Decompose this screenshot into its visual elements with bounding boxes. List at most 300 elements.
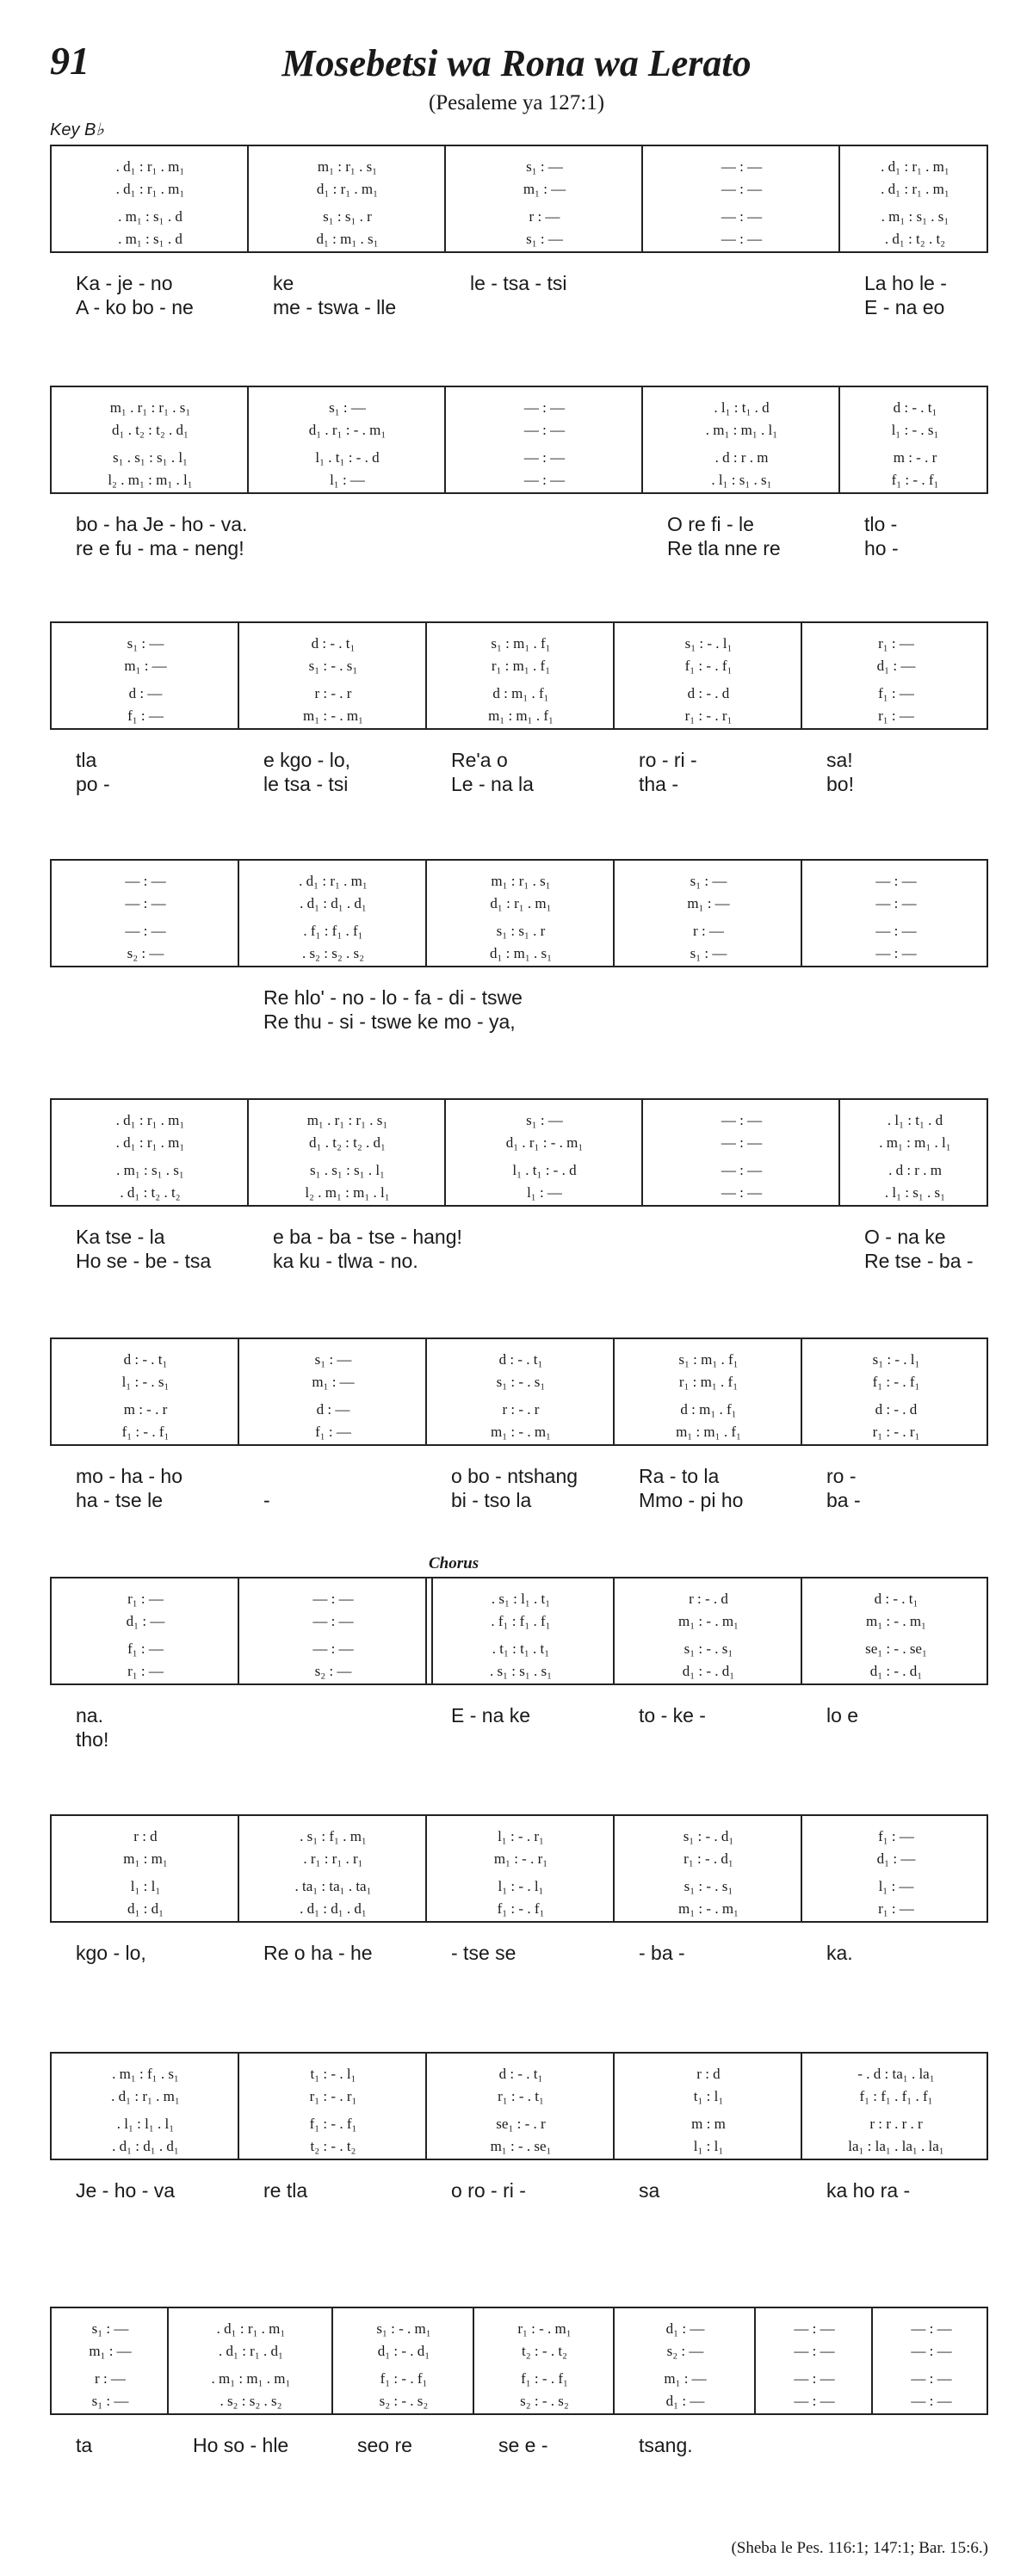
measure-notes: f₁ : - . f₁ <box>684 658 733 674</box>
lyric-line <box>50 1010 988 1033</box>
measure-notes: d₁ : — <box>665 2393 705 2409</box>
measure-notes: . d₁ : r₁ . m₁ <box>111 2088 180 2104</box>
lyric-syllables: tsang. <box>639 2434 693 2456</box>
measure-notes: . m₁ : m₁ . l₁ <box>879 1134 951 1151</box>
measure-notes: m₁ : — <box>89 2343 132 2359</box>
lyric-syllables: po - <box>76 773 110 795</box>
measure-notes: m₁ : — <box>687 895 730 911</box>
measure-notes: l₂ . m₁ : m₁ . l₁ <box>108 472 193 488</box>
measure-notes: — : — <box>721 1134 763 1151</box>
voice-part <box>52 2320 987 2339</box>
lyric-line <box>50 986 988 1009</box>
measure-notes: l₁ : l₁ <box>130 1878 161 1894</box>
measure-notes: s₁ : - . s₁ <box>684 1878 733 1894</box>
voice-part <box>52 1401 987 1420</box>
lyric-syllables: ke <box>273 272 294 294</box>
measure-notes: . d : r . m <box>714 449 769 466</box>
voice-part <box>52 181 987 200</box>
measure-notes: d₁ . r₁ : - . m₁ <box>308 422 387 438</box>
voice-part <box>52 1878 987 1897</box>
lyric-line <box>50 1226 988 1248</box>
voice-part <box>52 1850 987 1869</box>
measure-notes: — : — <box>721 1162 763 1178</box>
measure-notes: s₁ : s₁ . r <box>496 923 546 939</box>
measure-notes: . d₁ : d₁ . d₁ <box>300 895 367 911</box>
lyric-syllables: E - na ke <box>451 1704 531 1727</box>
voice-part <box>52 231 987 250</box>
lyric-syllables: La ho le - <box>864 272 947 294</box>
measure-notes: s₁ . s₁ : s₁ . l₁ <box>112 449 188 466</box>
measure-notes: l₁ . t₁ : - . d <box>315 449 380 466</box>
measure-notes: t₁ : l₁ <box>693 2088 724 2104</box>
lyric-syllables: Re tse - ba - <box>864 1250 974 1272</box>
lyric-syllables: ro - <box>826 1465 857 1487</box>
measure-notes: d : - . t₁ <box>123 1351 168 1368</box>
lyric-syllables: O - na ke <box>864 1226 946 1248</box>
measure-notes: s₁ : m₁ . f₁ <box>678 1351 739 1368</box>
measure-notes: d₁ : r₁ . m₁ <box>316 181 379 197</box>
lyric-syllables: - tse se <box>451 1942 516 1964</box>
measure-notes: r : - . r <box>502 1401 540 1418</box>
measure-notes: r : — <box>693 923 724 939</box>
lyric-syllables: Re o ha - he <box>263 1942 373 1964</box>
lyric-syllables: tla <box>76 749 97 771</box>
measure-notes: s₁ : — <box>91 2320 129 2337</box>
measure-notes: . t₁ : t₁ . t₁ <box>492 1640 550 1657</box>
measure-notes: r₁ : - . m₁ <box>517 2320 572 2337</box>
measure-notes: d : - . t₁ <box>311 635 356 652</box>
measure-notes: . d₁ : t₂ . t₂ <box>884 231 946 247</box>
measure-notes: f₁ : - . f₁ <box>497 1900 545 1917</box>
measure-notes: d₁ . r₁ : - . m₁ <box>505 1134 584 1151</box>
measure-notes: m₁ : - . m₁ <box>303 707 363 724</box>
measure-notes: s₁ : - . s₁ <box>496 1374 546 1390</box>
lyric-syllables: ka ho ra - <box>826 2179 911 2202</box>
measure-notes: r₁ : — <box>127 1663 164 1679</box>
voice-part <box>52 635 987 654</box>
measure-notes: l₁ : — <box>330 472 365 488</box>
voice-part <box>52 2066 987 2085</box>
music-system <box>50 386 988 563</box>
lyric-syllables: o bo - ntshang <box>451 1465 578 1487</box>
measure-notes: s₁ . s₁ : s₁ . l₁ <box>309 1162 385 1178</box>
lyric-syllables: tha - <box>639 773 679 795</box>
voice-part <box>52 1640 987 1659</box>
measure-notes: . r₁ : r₁ . r₁ <box>303 1850 363 1867</box>
voice-part <box>52 208 987 227</box>
voice-part <box>52 945 987 964</box>
music-system <box>50 1337 988 1515</box>
measure-notes: r₁ : - . r₁ <box>684 707 733 724</box>
measure-notes: m₁ : m₁ <box>123 1850 168 1867</box>
measure-notes: la₁ : la₁ . la₁ . la₁ <box>848 2138 944 2154</box>
measure-notes: l₁ : - . l₁ <box>498 1878 544 1894</box>
lyric-line <box>50 1942 988 1964</box>
measure-notes: d₁ : — <box>126 1613 165 1629</box>
lyric-syllables: se e - <box>498 2434 548 2456</box>
measure-notes: r₁ : - . r₁ <box>872 1424 920 1440</box>
lyric-syllables: Mmo - pi ho <box>639 1489 744 1511</box>
lyric-syllables: bi - tso la <box>451 1489 532 1511</box>
measure-notes: d : - . d <box>875 1401 918 1418</box>
measure-notes: s₁ : — <box>526 1112 563 1128</box>
lyric-line <box>50 1728 988 1751</box>
voice-part <box>52 1374 987 1393</box>
measure-notes: se₁ : - . se₁ <box>865 1640 927 1657</box>
chorus-label: Chorus <box>429 1554 479 1572</box>
voice-part <box>52 658 987 676</box>
measure-notes: s₁ : — <box>690 873 727 889</box>
measure-notes: r : r . r . r <box>869 2116 923 2132</box>
voice-part <box>52 2393 987 2412</box>
measure-notes: . d₁ : r₁ . m₁ <box>115 158 185 175</box>
lyric-syllables: Ka tse - la <box>76 1226 165 1248</box>
lyric-syllables: ha - tse le <box>76 1489 163 1511</box>
lyric-syllables: bo! <box>826 773 854 795</box>
measure-notes: r : — <box>95 2370 126 2387</box>
voice-part <box>52 895 987 914</box>
measure-notes: d₁ : m₁ . s₁ <box>316 231 379 247</box>
measure-notes: m₁ : - . m₁ <box>678 1613 739 1629</box>
measure-notes: r : - . r <box>314 685 352 701</box>
measure-notes: s₁ : - . s₁ <box>684 1640 733 1657</box>
lyric-line <box>50 1465 988 1487</box>
lyric-line <box>50 537 988 559</box>
measure-notes: — : — <box>875 895 917 911</box>
measure-notes: — : — <box>523 422 566 438</box>
lyric-syllables: - ba - <box>639 1942 685 1964</box>
staff-box <box>50 145 988 253</box>
lyric-line <box>50 773 988 795</box>
staff-box <box>50 1577 988 1685</box>
measure-notes: l₂ . m₁ : m₁ . l₁ <box>305 1184 390 1201</box>
measure-notes: — : — <box>523 472 566 488</box>
lyric-syllables: ka. <box>826 1942 853 1964</box>
measure-notes: m₁ : — <box>664 2370 707 2387</box>
measure-notes: r₁ : - . t₁ <box>498 2088 544 2104</box>
staff-box <box>50 859 988 967</box>
lyric-syllables: e kgo - lo, <box>263 749 350 771</box>
measure-notes: s₁ : - . l₁ <box>872 1351 920 1368</box>
measure-notes: s₁ : — <box>127 635 164 652</box>
voice-part <box>52 1162 987 1181</box>
measure-notes: r : — <box>529 208 560 225</box>
voice-part <box>52 1424 987 1442</box>
staff-box <box>50 1814 988 1923</box>
measure-notes: f₁ : — <box>315 1424 351 1440</box>
music-system <box>50 1814 988 1992</box>
music-system <box>50 1098 988 1276</box>
measure-notes: . l₁ : s₁ . s₁ <box>884 1184 946 1201</box>
measure-notes: . l₁ : t₁ . d <box>714 399 770 416</box>
measure-notes: — : — <box>312 1613 354 1629</box>
lyric-syllables: tlo - <box>864 513 898 535</box>
measure-notes: r₁ : — <box>127 1591 164 1607</box>
measure-notes: s₁ : - . l₁ <box>684 635 733 652</box>
measure-notes: — : — <box>125 873 166 889</box>
measure-notes: d₁ : m₁ . s₁ <box>489 945 553 961</box>
voice-part <box>52 2138 987 2157</box>
key-signature: Key B♭ <box>50 120 104 139</box>
lyric-syllables: bo - ha Je - ho - va. <box>76 513 248 535</box>
measure-notes: — : — <box>721 208 763 225</box>
voice-part <box>52 449 987 468</box>
voice-part <box>52 1591 987 1609</box>
music-system <box>50 621 988 799</box>
measure-notes: — : — <box>794 2393 835 2409</box>
measure-notes: f₁ : - . f₁ <box>380 2370 428 2387</box>
lyric-syllables: E - na eo <box>864 296 945 318</box>
lyric-syllables: Ra - to la <box>639 1465 720 1487</box>
lyric-syllables: O re fi - le <box>667 513 754 535</box>
measure-notes: r₁ : — <box>878 707 914 724</box>
measure-notes: . m₁ : s₁ . d <box>118 231 182 247</box>
voice-part <box>52 399 987 418</box>
lyric-syllables: e ba - ba - tse - hang! <box>273 1226 462 1248</box>
hymn-title: Mosebetsi wa Rona wa Lerato <box>281 42 752 84</box>
measure-notes: — : — <box>911 2343 952 2359</box>
measure-notes: m₁ : m₁ . f₁ <box>676 1424 741 1440</box>
measure-notes: . l₁ : t₁ . d <box>887 1112 943 1128</box>
measure-notes: d₁ : — <box>876 658 916 674</box>
measure-notes: - . d : ta₁ . la₁ <box>857 2066 935 2082</box>
measure-notes: d₁ : - . d₁ <box>869 1663 923 1679</box>
measure-notes: s₂ : - . s₂ <box>520 2393 569 2409</box>
measure-notes: m₁ : — <box>124 658 167 674</box>
measure-notes: — : — <box>911 2370 952 2387</box>
measure-notes: r₁ : - . r₁ <box>309 2088 357 2104</box>
measure-notes: . d₁ : d₁ . d₁ <box>112 2138 179 2154</box>
measure-notes: s₂ : - . s₂ <box>379 2393 429 2409</box>
measure-notes: — : — <box>875 873 917 889</box>
measure-notes: m : - . r <box>893 449 937 466</box>
voice-part <box>52 685 987 704</box>
measure-notes: f₁ : - . f₁ <box>872 1374 920 1390</box>
measure-notes: m₁ . r₁ : r₁ . s₁ <box>306 1112 388 1128</box>
voice-part <box>52 1613 987 1632</box>
measure-notes: — : — <box>523 399 566 416</box>
measure-notes: — : — <box>312 1640 354 1657</box>
measure-notes: t₁ : - . l₁ <box>310 2066 356 2082</box>
lyric-line <box>50 513 988 535</box>
measure-notes: s₁ : — <box>329 399 366 416</box>
measure-notes: . l₁ : l₁ . l₁ <box>116 2116 175 2132</box>
measure-notes: r₁ : m₁ . f₁ <box>678 1374 739 1390</box>
lyric-syllables: Re tla nne re <box>667 537 781 559</box>
lyric-syllables: le tsa - tsi <box>263 773 349 795</box>
measure-notes: d₁ : - . d₁ <box>682 1663 735 1679</box>
measure-notes: s₁ : — <box>314 1351 352 1368</box>
voice-part <box>52 1663 987 1682</box>
measure-notes: l₁ : - . s₁ <box>891 422 939 438</box>
voice-part <box>52 2370 987 2389</box>
measure-notes: . s₂ : s₂ . s₂ <box>220 2393 282 2409</box>
measure-notes: s₁ : - . s₁ <box>308 658 358 674</box>
measure-notes: s₁ : — <box>690 945 727 961</box>
measure-notes: . d₁ : t₂ . t₂ <box>120 1184 181 1201</box>
measure-notes: d₁ : r₁ . m₁ <box>490 895 552 911</box>
measure-notes: — : — <box>794 2343 835 2359</box>
lyric-syllables: ro - ri - <box>639 749 697 771</box>
voice-part <box>52 1828 987 1847</box>
measure-notes: l₁ : — <box>527 1184 562 1201</box>
measure-notes: . m₁ : s₁ . s₁ <box>881 208 949 225</box>
lyric-syllables: Re'a o <box>451 749 508 771</box>
measure-notes: m₁ : r₁ . s₁ <box>317 158 378 175</box>
lyric-syllables: me - tswa - lle <box>273 296 397 318</box>
measure-notes: r₁ : - . d₁ <box>684 1850 733 1867</box>
voice-part <box>52 1900 987 1919</box>
measure-notes: — : — <box>794 2370 835 2387</box>
voice-part <box>52 707 987 726</box>
measure-notes: d : - . t₁ <box>893 399 937 416</box>
measure-notes: m₁ : - . m₁ <box>678 1900 739 1917</box>
staff-box <box>50 386 988 494</box>
lyric-syllables: kgo - lo, <box>76 1942 146 1964</box>
lyric-line <box>50 1489 988 1511</box>
staff-box <box>50 1337 988 1446</box>
measure-notes: f₁ : — <box>878 1828 914 1844</box>
lyric-syllables: ba - <box>826 1489 861 1511</box>
measure-notes: . s₁ : l₁ . t₁ <box>491 1591 551 1607</box>
measure-notes: d₁ : d₁ <box>127 1900 164 1917</box>
measure-notes: . m₁ : s₁ . s₁ <box>116 1162 184 1178</box>
staff-box <box>50 1098 988 1207</box>
measure-notes: m₁ : r₁ . s₁ <box>491 873 551 889</box>
measure-notes: — : — <box>721 181 763 197</box>
voice-part <box>52 2343 987 2362</box>
measure-notes: s₂ : — <box>314 1663 352 1679</box>
measure-notes: r₁ : — <box>878 635 914 652</box>
lyric-line <box>50 1966 988 1988</box>
voice-part <box>52 873 987 892</box>
lyric-line <box>50 749 988 771</box>
measure-notes: r : d <box>133 1828 158 1844</box>
measure-notes: s₁ : — <box>91 2393 129 2409</box>
voice-part <box>52 1184 987 1203</box>
measure-notes: — : — <box>721 1112 763 1128</box>
lyric-syllables: - <box>263 1489 270 1511</box>
measure-notes: se₁ : - . r <box>496 2116 546 2132</box>
measure-notes: s₁ : - . d₁ <box>683 1828 734 1844</box>
staff-box <box>50 2307 988 2415</box>
measure-notes: d₁ : - . d₁ <box>377 2343 430 2359</box>
lyric-syllables: le - tsa - tsi <box>470 272 567 294</box>
measure-notes: t₂ : - . t₂ <box>522 2343 567 2359</box>
measure-notes: — : — <box>125 895 166 911</box>
lyric-line <box>50 2179 988 2202</box>
measure-notes: — : — <box>523 449 566 466</box>
measure-notes: r₁ : m₁ . f₁ <box>491 658 551 674</box>
measure-notes: . f₁ : f₁ . f₁ <box>303 923 363 939</box>
measure-notes: . s₁ : s₁ . s₁ <box>489 1663 553 1679</box>
hymn-number: 91 <box>50 39 90 83</box>
measure-notes: . d₁ : d₁ . d₁ <box>300 1900 367 1917</box>
lyric-line <box>50 272 988 294</box>
measure-notes: l₁ : l₁ <box>693 2138 724 2154</box>
voice-part <box>52 1134 987 1153</box>
measure-notes: . m₁ : m₁ . l₁ <box>705 422 778 438</box>
measure-notes: — : — <box>125 923 166 939</box>
measure-notes: . d₁ : r₁ . m₁ <box>115 1134 185 1151</box>
lyric-syllables: ho - <box>864 537 899 559</box>
measure-notes: t₂ : - . t₂ <box>310 2138 356 2154</box>
measure-notes: m : - . r <box>123 1401 168 1418</box>
music-system <box>50 2307 988 2484</box>
measure-notes: — : — <box>312 1591 354 1607</box>
measure-notes: . d : r . m <box>888 1162 942 1178</box>
music-system <box>50 1577 988 1754</box>
voice-part <box>52 158 987 177</box>
measure-notes: s₁ : — <box>526 158 563 175</box>
music-system <box>50 145 988 322</box>
lyric-syllables: sa! <box>826 749 853 771</box>
measure-notes: — : — <box>721 231 763 247</box>
lyric-line <box>50 1704 988 1727</box>
lyric-syllables: re e fu - ma - neng! <box>76 537 244 559</box>
lyric-syllables: Je - ho - va <box>76 2179 176 2202</box>
measure-notes: m₁ : - . m₁ <box>491 1424 551 1440</box>
measure-notes: — : — <box>911 2320 952 2337</box>
measure-notes: . d₁ : r₁ . m₁ <box>299 873 368 889</box>
lyric-syllables: na. <box>76 1704 103 1727</box>
measure-notes: d : — <box>316 1401 350 1418</box>
measure-notes: s₁ : s₁ . r <box>323 208 372 225</box>
measure-notes: r₁ : — <box>878 1900 914 1917</box>
lyric-syllables: o ro - ri - <box>451 2179 526 2202</box>
measure-notes: r : d <box>696 2066 721 2082</box>
measure-notes: f₁ : f₁ . f₁ . f₁ <box>859 2088 933 2104</box>
lyric-syllables: to - ke - <box>639 1704 706 1727</box>
voice-part <box>52 472 987 491</box>
measure-notes: m₁ : — <box>312 1374 355 1390</box>
lyric-syllables: A - ko bo - ne <box>76 296 194 318</box>
measure-notes: . d₁ : r₁ . d₁ <box>219 2343 283 2359</box>
lyric-syllables: Le - na la <box>451 773 534 795</box>
lyric-syllables: Ho se - be - tsa <box>76 1250 212 1272</box>
measure-notes: d₁ . t₂ : t₂ . d₁ <box>112 422 189 438</box>
lyric-line <box>50 296 988 318</box>
measure-notes: — : — <box>875 923 917 939</box>
measure-notes: . s₂ : s₂ . s₂ <box>301 945 365 961</box>
lyric-syllables: lo e <box>826 1704 859 1727</box>
voice-part <box>52 2088 987 2107</box>
measure-notes: — : — <box>794 2320 835 2337</box>
lyric-syllables: seo re <box>357 2434 412 2456</box>
lyric-syllables: ta <box>76 2434 93 2456</box>
measure-notes: l₁ . t₁ : - . d <box>512 1162 577 1178</box>
voice-part <box>52 1112 987 1131</box>
staff-box <box>50 621 988 730</box>
music-system <box>50 2052 988 2229</box>
measure-notes: d₁ . t₂ : t₂ . d₁ <box>309 1134 386 1151</box>
measure-notes: d : - . t₁ <box>498 2066 543 2082</box>
measure-notes: l₁ : — <box>878 1878 914 1894</box>
measure-notes: f₁ : — <box>127 707 164 724</box>
lyric-syllables: Re thu - si - tswe ke mo - ya, <box>263 1010 516 1033</box>
measure-notes: — : — <box>721 1184 763 1201</box>
lyric-syllables: sa <box>639 2179 660 2202</box>
measure-notes: s₁ : m₁ . f₁ <box>491 635 551 652</box>
measure-notes: s₁ : - . m₁ <box>376 2320 431 2337</box>
measure-notes: . m₁ : f₁ . s₁ <box>112 2066 179 2082</box>
measure-notes: . m₁ : m₁ . m₁ <box>211 2370 291 2387</box>
measure-notes: . d₁ : r₁ . m₁ <box>115 181 185 197</box>
measure-notes: . s₁ : f₁ . m₁ <box>300 1828 367 1844</box>
measure-notes: — : — <box>721 158 763 175</box>
measure-notes: — : — <box>875 945 917 961</box>
voice-part <box>52 2116 987 2134</box>
